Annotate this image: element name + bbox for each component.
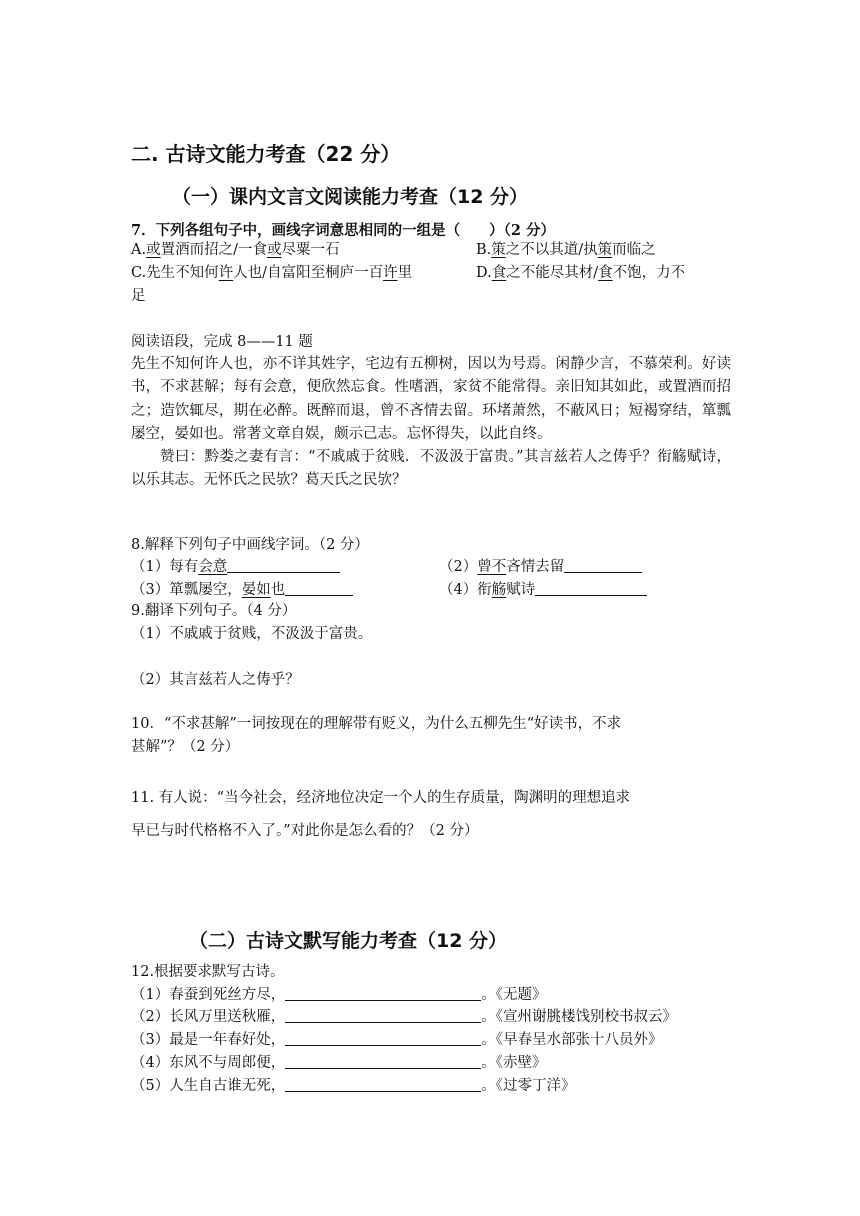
answer-blank[interactable] — [285, 1008, 481, 1023]
q9-sentence-1: （1）不戚戚于贫贱，不汲汲于富贵。 — [131, 626, 373, 642]
q11-line-2: 早已与时代格格不入了。”对此你是怎么看的？（2 分） — [131, 823, 479, 839]
answer-blank[interactable] — [227, 558, 340, 573]
item-text: 也 — [270, 582, 286, 598]
item-source: 。《赤壁》 — [481, 1055, 547, 1071]
subsection-title-recitation: （二）古诗文默写能力考查（12 分） — [189, 930, 508, 952]
q8-item-1 — [131, 557, 340, 577]
q12-item-2 — [131, 1007, 677, 1027]
q11-line-1: 11. 有人说：“当今社会，经济地位决定一个人的生存质量，陶渊明的理想追求 — [131, 790, 631, 806]
item-text: （4）东风不与周郎便， — [131, 1055, 286, 1071]
answer-blank[interactable] — [564, 558, 642, 573]
option-text: B. — [476, 242, 492, 258]
option-text: 而临之 — [612, 242, 656, 258]
q7-option-d — [476, 263, 685, 283]
answer-blank[interactable] — [285, 581, 353, 596]
underlined-word: 觞 — [491, 582, 507, 598]
underlined-word: 曾不 — [477, 559, 507, 575]
item-text: （3）最是一年春好处， — [131, 1032, 286, 1048]
underlined-word: 会意 — [198, 559, 228, 575]
option-text: 不饱，力不 — [612, 265, 686, 281]
item-text: （2） — [439, 559, 478, 575]
underlined-word: 或 — [146, 242, 161, 258]
q8-item-2 — [439, 557, 642, 577]
q10-line-2: 甚解”？（2 分） — [131, 739, 240, 755]
section-title: 二. 古诗文能力考查（22 分） — [131, 142, 401, 166]
underlined-word: 许 — [218, 265, 234, 281]
item-source: 。《宣州谢朓楼饯别校书叔云》 — [481, 1009, 677, 1025]
item-text: 赋诗 — [506, 582, 536, 598]
q9-sentence-2: （2）其言兹若人之俦乎？ — [131, 672, 300, 688]
reading-intro: 阅读语段，完成 8——11 题 — [131, 334, 313, 350]
classical-passage — [131, 353, 731, 493]
item-text: （3）箪瓢屡空， — [131, 582, 242, 598]
q8-item-3 — [131, 580, 353, 600]
option-text: D. — [476, 265, 492, 281]
underlined-word: 策 — [491, 242, 506, 258]
item-source: 。《无题》 — [481, 987, 547, 1003]
underlined-word: 许 — [383, 265, 398, 281]
item-text: （1）每有 — [131, 559, 199, 575]
underlined-word: 食 — [491, 265, 507, 281]
answer-blank[interactable] — [285, 986, 481, 1001]
option-text: 尽粟一石 — [281, 242, 340, 258]
answer-blank[interactable] — [285, 1054, 481, 1069]
q8-stem: 8.解释下列句子中画线字词。（2 分） — [131, 537, 369, 553]
q12-stem: 12.根据要求默写古诗。 — [131, 964, 285, 980]
q7-option-a — [131, 240, 339, 260]
item-source: 。《早春呈水部张十八员外》 — [481, 1032, 663, 1048]
q7-stem: 7．下列各组句子中，画线字词意思相同的一组是（ ）（2 分） — [131, 222, 555, 239]
q8-item-4 — [439, 580, 647, 600]
item-text: （2）长风万里送秋雁， — [131, 1009, 286, 1025]
option-text: A. — [131, 242, 147, 258]
option-text: 人也/自富阳至桐庐一百 — [233, 265, 384, 281]
q9-stem: 9.翻译下列句子。（4 分） — [131, 603, 297, 619]
answer-blank[interactable] — [285, 1077, 481, 1092]
subsection-title-reading: （一）课内文言文阅读能力考查（12 分） — [172, 186, 529, 208]
q7-option-b — [476, 240, 656, 260]
answer-blank[interactable] — [535, 581, 647, 596]
underlined-word: 策 — [597, 242, 613, 258]
q12-item-5 — [131, 1076, 575, 1096]
option-text: C.先生不知何 — [131, 265, 219, 281]
underlined-word: 或 — [266, 242, 282, 258]
passage-paragraph-1: 先生不知何许人也，亦不详其姓字，宅边有五柳树，因以为号焉。闲静少言，不慕荣利。好读书，不求甚解；每有会意，便欣然忘食。性嗜酒，家贫不能常得。亲旧知其如此，或置酒而招之；造饮辄尽，期在必醉。既醉而退，曾不吝情去留。环堵萧然，不蔽风日；短褐穿结，箪瓢屡空，晏如也。常著文章自娱，颇示己志。忘怀得失，以此自终。 — [131, 356, 731, 442]
q12-item-3 — [131, 1030, 662, 1050]
q10-line-1: 10．“不求甚解”一词按现在的理解带有贬义，为什么五柳先生“好读书，不求 — [131, 716, 622, 732]
option-text: 之不能尽其材/ — [506, 265, 599, 281]
option-text: 之不以其道/执 — [505, 242, 598, 258]
answer-blank[interactable] — [285, 1031, 481, 1046]
option-text: 置酒而招之/一食 — [160, 242, 267, 258]
item-text: 吝情去留 — [506, 559, 565, 575]
item-text: （5）人生自古谁无死， — [131, 1078, 286, 1094]
q7-option-d-continued: 足 — [131, 288, 146, 304]
underlined-word: 食 — [598, 265, 613, 281]
item-source: 。《过零丁洋》 — [481, 1078, 576, 1094]
q12-item-1 — [131, 985, 546, 1005]
q7-option-c — [131, 263, 412, 283]
item-text: （4）衔 — [439, 582, 492, 598]
q12-item-4 — [131, 1053, 546, 1073]
passage-paragraph-2: 赞曰：黔娄之妻有言：“不戚戚于贫贱．不汲汲于富贵。”其言兹若人之俦乎？衔觞赋诗，以乐其志。无怀氏之民欤？葛天氏之民欤？ — [131, 449, 731, 489]
option-text: 里 — [397, 265, 413, 281]
underlined-word: 晏如 — [241, 582, 271, 598]
item-text: （1）春蚕到死丝方尽， — [131, 987, 286, 1003]
